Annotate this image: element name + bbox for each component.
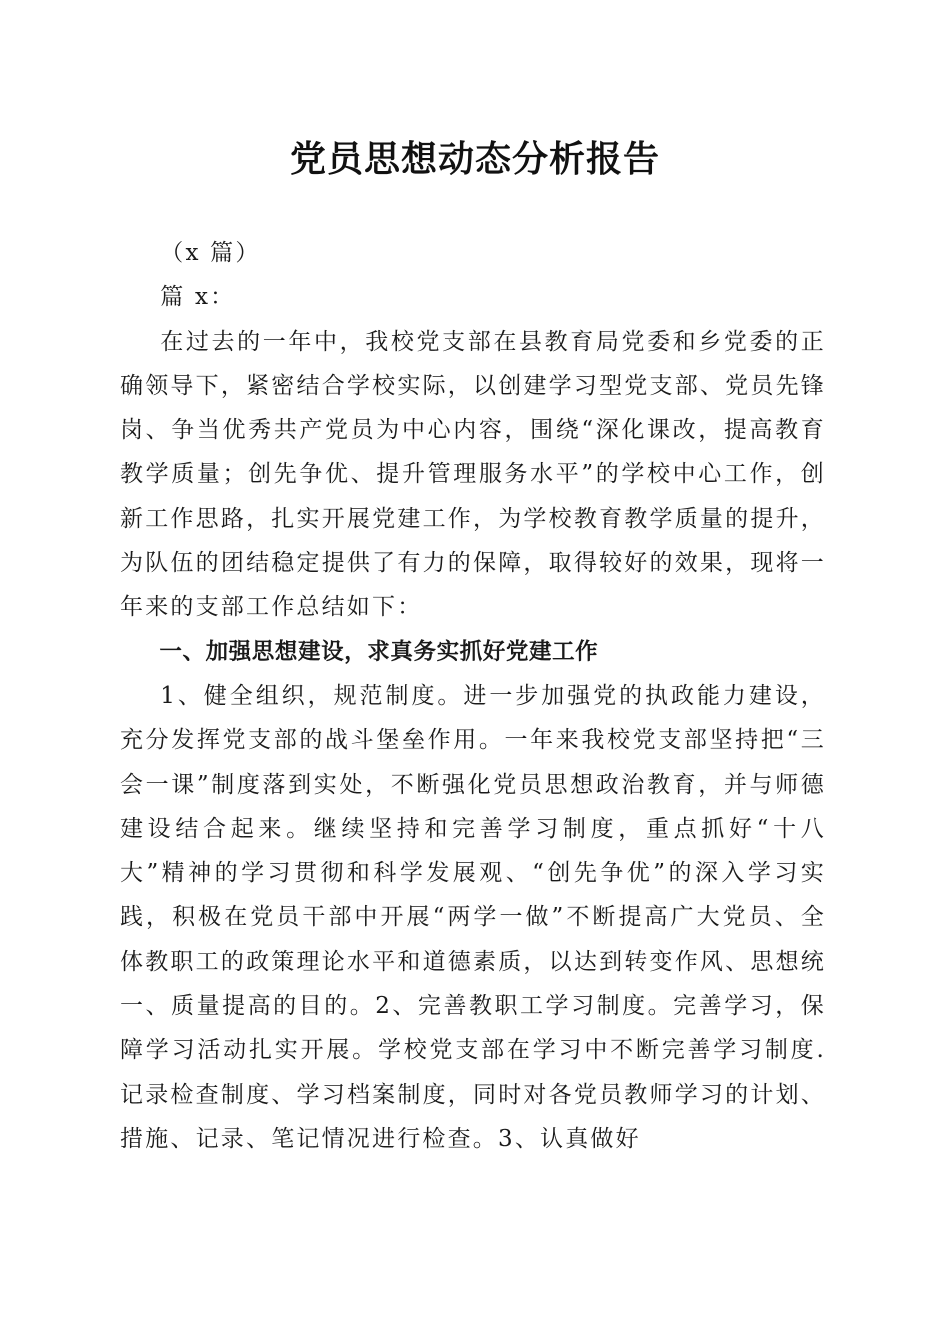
section-heading: 一、加强思想建设，求真务实抓好党建工作 (159, 638, 599, 665)
subtitle: （x 篇） (160, 240, 261, 266)
body-paragraph: 1、健全组织，规范制度。进一步加强党的执政能力建设，充分发挥党支部的战斗堡垒作用。一年来我校党支部坚持把“三会一课”制度落到实处，不断强化党员思想政治教育，并与师德建设结合起来。继续坚持和完善学习制度，重点抓好“十八大”精神的学习贯彻和科学发展观、“创先争优”的深入学习实践，积极在党员干部中开展“两学一做”不断提高广大党员、全体教职工的政策理论水平和道德素质，以达到转变作风、思想统一、质量提高的目的。2、完善教职工学习制度。完善学习，保障学习活动扎实开展。学校党支部在学习中不断完善学习制度.记录检查制度、学习档案制度，同时对各党员教师学习的计划、措施、记录、笔记情况进行检查。3、认真做好 (120, 682, 826, 1152)
document-body (120, 231, 826, 1161)
intro-paragraph: 在过去的一年中，我校党支部在县教育局党委和乡党委的正确领导下，紧密结合学校实际，以创建学习型党支部、党员先锋岗、争当优秀共产党员为中心内容，围绕“深化课改，提高教育教学质量；创先争优、提升管理服务水平”的学校中心工作，创新工作思路，扎实开展党建工作，为学校教育教学质量的提升，为队伍的团结稳定提供了有力的保障，取得较好的效果，现将一年来的支部工作总结如下： (120, 328, 826, 621)
document-title: 党员思想动态分析报告 (289, 138, 660, 180)
section-label: 篇 x： (160, 284, 236, 311)
